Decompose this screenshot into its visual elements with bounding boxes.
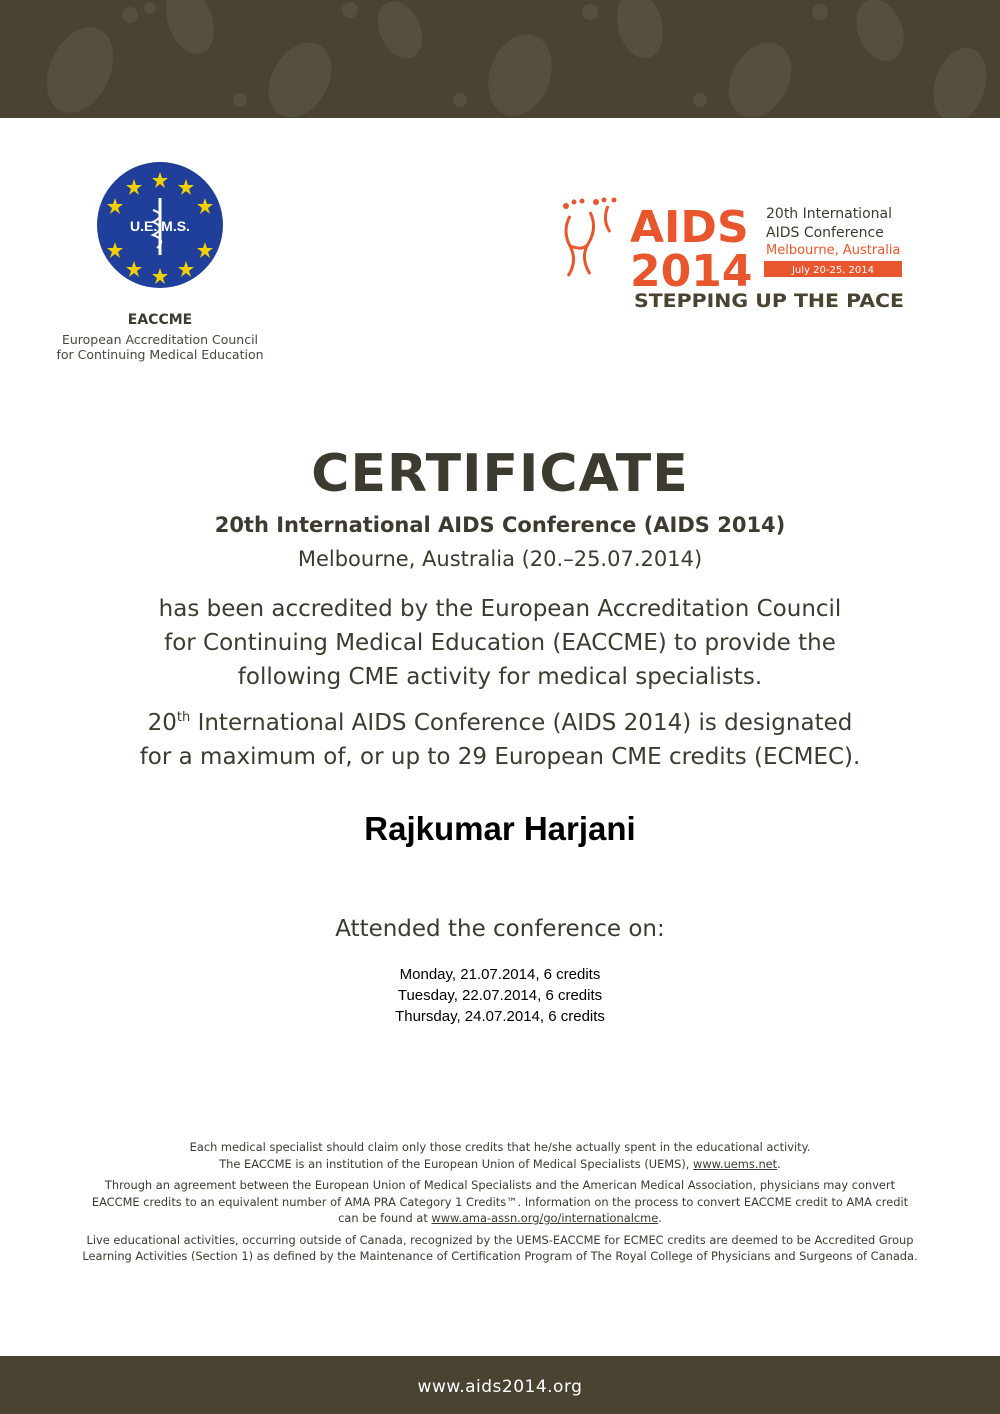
top-decorative-band <box>0 0 1000 118</box>
aids-logo-line3: Melbourne, Australia <box>766 243 901 258</box>
designation-line1-rest: International AIDS Conference (AIDS 2014) is designated <box>190 710 853 736</box>
designation-ordinal-suffix: th <box>176 710 191 725</box>
aids2014-logo <box>556 196 916 316</box>
uems-link[interactable]: www.uems.net <box>693 1156 778 1171</box>
aids-logo-line1: 20th International <box>766 206 892 222</box>
conference-place: Melbourne, Australia (20.–25.07.2014) <box>297 547 703 571</box>
note-paragraph-3: Live educational activities, occurring outside of Canada, recognized by the UEMS-EACCME for ECMEC credits are deemed to be Accredited Group Learning Activities (Section 1) as defined by the Maintenance of Certification Program of The Royal College of Physicians and Surgeons of Canada. <box>82 1232 918 1263</box>
footprints-icon <box>566 206 610 276</box>
aids-year: 2014 <box>630 246 753 297</box>
attendance-day: Tuesday, 22.07.2014, 6 credits <box>397 987 603 1004</box>
attendance-day: Thursday, 24.07.2014, 6 credits <box>395 1008 605 1025</box>
attended-label: Attended the conference on: <box>335 916 665 942</box>
accreditation-line3: following CME activity for medical specialists. <box>237 664 763 690</box>
designation-number: 20 <box>147 710 177 736</box>
eaccme-logo-block <box>40 160 280 362</box>
note2-text: Through an agreement between the European Union of Medical Specialists and the American Medical Association, physicians may convert EACCME credits to an equivalent number of AMA PRA Category 1 Credits™. Information on the process to convert EACCME credit to AMA credit can be found at <box>91 1178 909 1225</box>
designation-line1 <box>60 706 940 740</box>
attendance-day: Monday, 21.07.2014, 6 credits <box>399 966 601 983</box>
eaccme-subtitle-line2: for Continuing Medical Education <box>56 347 264 362</box>
footprint-pattern <box>0 0 1000 118</box>
aids-logo-dates: July 20-25, 2014 <box>791 265 875 276</box>
designation-statement <box>60 706 940 774</box>
note2-end: . <box>658 1211 662 1225</box>
uems-emblem-icon <box>95 160 225 290</box>
eaccme-subtitle-line1: European Accreditation Council <box>61 332 259 347</box>
uems-badge-text: U.E. M.S. <box>130 218 190 234</box>
ama-link[interactable]: www.ama-assn.org/go/internationalcme <box>431 1211 659 1225</box>
fine-print-notes <box>80 1139 920 1270</box>
participant-name: Rajkumar Harjani <box>364 810 636 847</box>
bottom-footer-band <box>0 1356 1000 1414</box>
designation-line2: for a maximum of, or up to 29 European CME credits (ECMEC). <box>139 744 861 770</box>
conference-name: 20th International AIDS Conference (AIDS 2014) <box>214 513 786 537</box>
note1-line2: The EACCME is an institution of the European Union of Medical Specialists (UEMS), <box>219 1156 694 1171</box>
note-paragraph-1 <box>80 1139 920 1172</box>
attendance-days-list <box>0 964 1000 1027</box>
accreditation-statement <box>80 592 920 694</box>
footer-website-link[interactable]: www.aids2014.org <box>417 1377 583 1397</box>
accreditation-line1: has been accredited by the European Accreditation Council <box>158 596 842 622</box>
aids-logo-line2: AIDS Conference <box>766 225 884 241</box>
aids-logo-tagline: STEPPING UP THE PACE <box>634 290 904 312</box>
aids-word: AIDS <box>630 202 749 253</box>
note1-end: . <box>777 1156 781 1171</box>
note-paragraph-2 <box>80 1177 920 1227</box>
aids2014-logo-graphic <box>556 196 916 316</box>
accreditation-line2: for Continuing Medical Education (EACCME) to provide the <box>164 630 836 656</box>
eaccme-title: EACCME <box>127 312 193 328</box>
eaccme-subtitle <box>40 332 280 362</box>
certificate-title: CERTIFICATE <box>311 444 689 504</box>
note1-line1: Each medical specialist should claim only those credits that he/she actually spent in the educational activity. <box>189 1140 811 1154</box>
